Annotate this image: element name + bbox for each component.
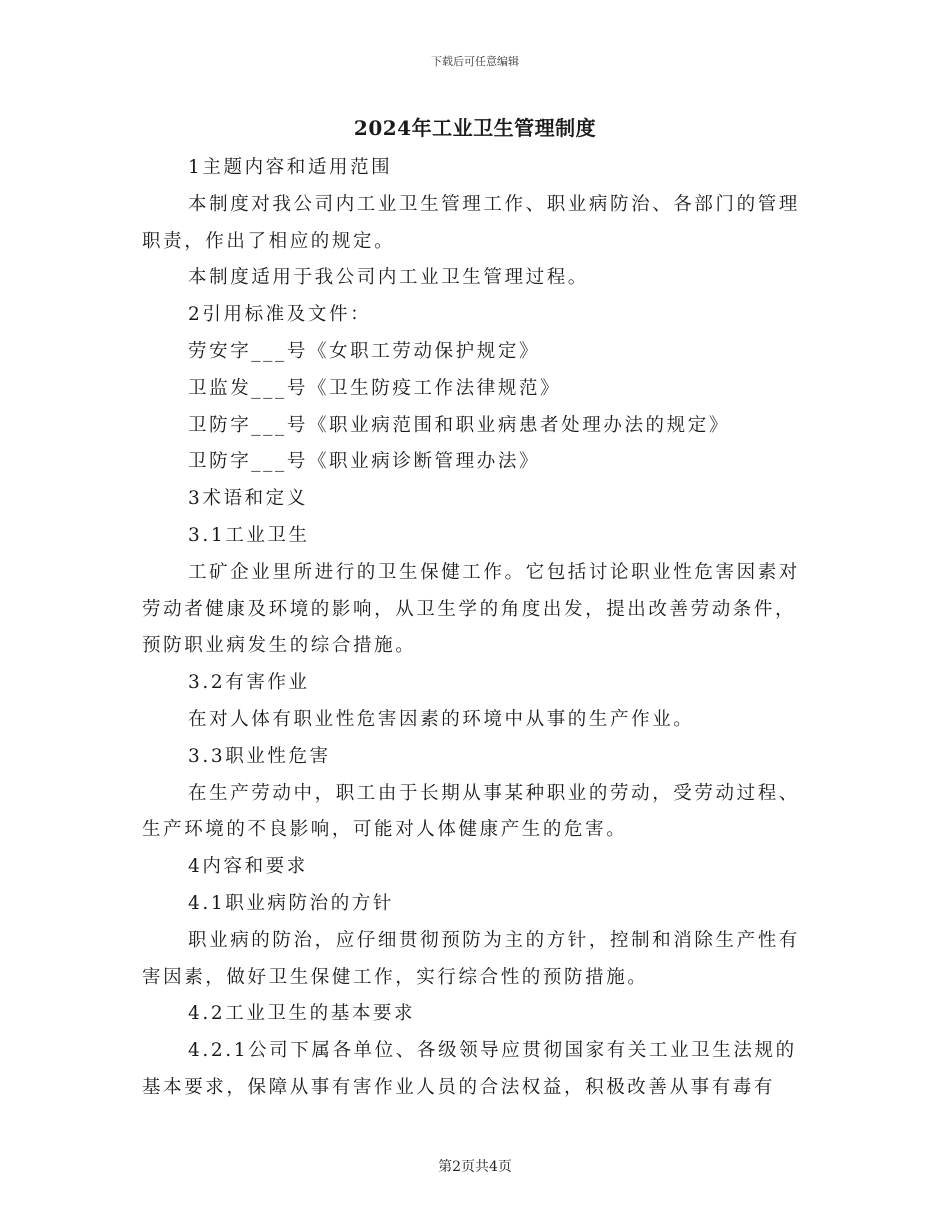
page-header-note: 下载后可任意编辑 [431, 55, 519, 68]
section-heading: 3术语和定义 [188, 488, 308, 510]
subsection-heading: 3.2有害作业 [188, 672, 310, 694]
section-heading: 1主题内容和适用范围 [188, 157, 393, 178]
body-paragraph: 本制度适用于我公司内工业卫生管理过程。 [188, 267, 589, 289]
body-paragraph: 在对人体有职业性危害因素的环境中从事的生产作业。 [188, 708, 695, 730]
subsection-heading: 3.3职业性危害 [188, 745, 331, 767]
document-body [142, 150, 812, 1107]
reference-item: 卫防字___号《职业病范围和职业病患者处理办法的规定》 [188, 414, 730, 436]
subsection-heading: 4.1职业病防治的方针 [188, 892, 395, 914]
body-paragraph: 本制度对我公司内工业卫生管理工作、职业病防治、各部门的管理职责，作出了相应的规定。 [142, 193, 800, 252]
reference-item: 卫防字___号《职业病诊断管理办法》 [188, 451, 541, 473]
page-number: 第2页共4页 [438, 1159, 512, 1175]
subsection-heading: 3.1工业卫生 [188, 524, 310, 546]
body-paragraph: 职业病的防治，应仔细贯彻预防为主的方针，控制和消除生产性有害因素，做好卫生保健工作，实行综合性的预防措施。 [142, 929, 800, 988]
body-paragraph: 工矿企业里所进行的卫生保健工作。它包括讨论职业性危害因素对劳动者健康及环境的影响，从卫生学的角度出发，提出改善劳动条件，预防职业病发生的综合措施。 [142, 561, 800, 657]
section-heading: 4内容和要求 [188, 856, 308, 878]
reference-item: 卫监发___号《卫生防疫工作法律规范》 [188, 377, 562, 399]
body-paragraph: 4.2.1公司下属各单位、各级领导应贯彻国家有关工业卫生法规的基本要求，保障从事有害作业人员的合法权益，积极改善从事有毒有 [142, 1040, 797, 1098]
subsection-heading: 4.2工业卫生的基本要求 [188, 1003, 416, 1025]
document-title: 2024年工业卫生管理制度 [353, 116, 597, 140]
section-heading: 2引用标准及文件： [188, 304, 372, 326]
body-paragraph: 在生产劳动中，职工由于长期从事某种职业的劳动，受劳动过程、生产环境的不良影响，可能对人体健康产生的危害。 [142, 782, 800, 841]
reference-item: 劳安字___号《女职工劳动保护规定》 [188, 340, 541, 362]
